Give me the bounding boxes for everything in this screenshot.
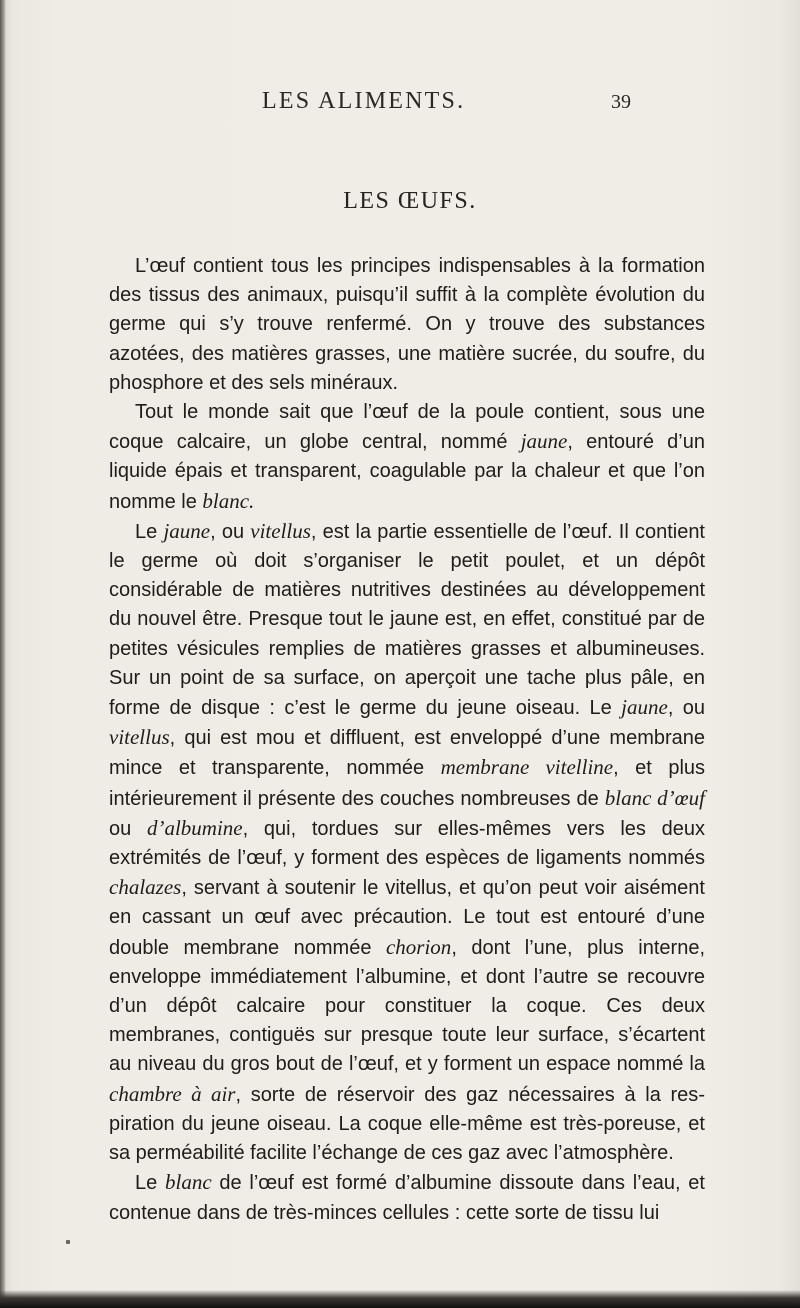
text-run: , ou	[210, 520, 251, 543]
text-run: de l’œuf est formé d’albumine dissoute dans l’eau, et contenue dans de très-minces cellules : cette sorte de tissu lui	[109, 1172, 705, 1224]
italic-term: vitellus	[250, 518, 311, 543]
italic-term: blanc	[165, 1170, 212, 1195]
text-run: , et plus intérieurement il présente des couches nombreuses de	[109, 757, 706, 810]
text-run: ou	[109, 817, 147, 840]
italic-term: membrane vitelline	[440, 755, 614, 780]
text-run: Le	[135, 1172, 165, 1195]
text-run: , ou	[667, 697, 705, 720]
paragraph	[109, 1168, 705, 1227]
section-title: LES ŒUFS.	[343, 188, 477, 214]
italic-term: d’albumine	[146, 815, 243, 840]
ink-speck	[66, 1240, 70, 1244]
italic-term: blanc d’œuf	[604, 785, 705, 810]
text-run: , qui est mou et diffluent, est enveloppé d’une membrane mince et transparente, nommée	[109, 727, 705, 780]
italic-term: jaune	[520, 429, 568, 454]
italic-term: jaune	[621, 695, 668, 720]
text-run: L’œuf contient tous les principes indispensables à la formation des tissus des animaux, puisqu’il suffit à la complète évolution du germe qui s’y trouve renfermé. On y trouve des substances azotées, des matières grasses, une matière sucrée, du soufre, du phosphore et des sels minéraux.	[109, 255, 705, 394]
page-number: 39	[611, 91, 631, 113]
running-head	[0, 88, 800, 120]
text-run: , entouré d’un liquide épais et transparent, coagulable par la chaleur et que l’on nomme le	[109, 431, 705, 513]
paragraph	[109, 517, 705, 1168]
italic-term: vitellus	[109, 725, 170, 750]
italic-term: blanc.	[202, 488, 255, 513]
text-run: , dont l’une, plus interne, enveloppe immédiatement l’albumine, et dont l’autre se recouvre d’un dépôt calcaire pour constituer la coque. Ces deux membranes, contiguës sur presque toute leur surface, s’écartent au niveau du gros bout de l’œuf, et y forment un espace nommé la	[109, 936, 706, 1076]
running-title: LES ALIMENTS.	[262, 88, 466, 114]
text-run: Tout le monde sait que l’œuf de la poule contient, sous une coque calcaire, un globe central, nommé	[109, 401, 705, 454]
italic-term: chorion	[385, 934, 452, 959]
text-run: , est la partie essentielle de l’œuf. Il contient le germe où doit s’organiser le petit poulet, et un dépôt considérable de matières nutritives destinées au développement du nouvel être. Presque tout le jaune est, en effet, constitué par de petites vésicules remplies de matières grasses et albumineuses. Sur un point de sa surface, on aperçoit une tache plus pâle, en forme de disque : c’est le germe du jeune oiseau. Le	[109, 520, 705, 720]
body-text	[109, 252, 705, 1228]
text-run: Le	[135, 520, 164, 543]
paragraph	[109, 252, 705, 398]
italic-term: chambre à air	[109, 1081, 236, 1106]
paragraph	[109, 398, 705, 517]
italic-term: chalazes	[109, 875, 182, 900]
text-run: , servant à soutenir le vitellus, et qu’on peut voir aisément en cassant un œuf avec précaution. Le tout est entouré d’une double membrane nommée	[109, 877, 705, 959]
text-run: , sorte de réservoir des gaz nécessaires à la respiration du jeune oiseau. La coque elle-même est très-poreuse, et sa perméabilité facilite l’échange de ces gaz avec l’atmosphère.	[109, 1083, 705, 1165]
italic-term: jaune	[163, 518, 211, 543]
page-bottom-shadow	[0, 1290, 800, 1308]
text-run: , qui, tordues sur elles-mêmes vers les deux extrémités de l’œuf, y forment des espèces de ligaments nommés	[109, 817, 705, 870]
